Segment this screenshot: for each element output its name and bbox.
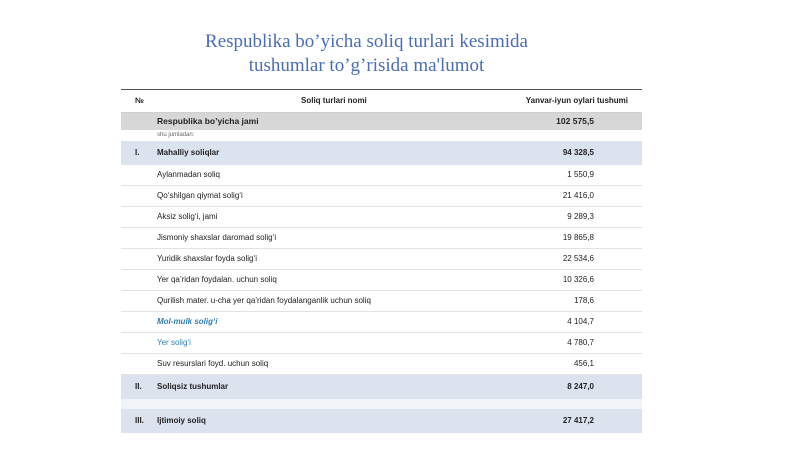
section-number: III. xyxy=(135,416,144,425)
row-value: 178,6 xyxy=(573,296,594,305)
slide-title xyxy=(0,30,733,78)
row-name: Aksiz solig‘i, jami xyxy=(157,212,218,221)
row-value: 1 550,9 xyxy=(567,170,594,179)
header-number: № xyxy=(135,96,144,105)
section-row-2 xyxy=(121,375,642,399)
row-name: Yer qa’ridan foydalan. uchun soliq xyxy=(157,275,277,284)
title-line-1: Respublika bo’yicha soliq turlari kesimida xyxy=(205,31,528,52)
table-row xyxy=(121,165,642,186)
row-value: 10 326,6 xyxy=(562,275,594,284)
table-row xyxy=(121,186,642,207)
section-value: 94 328,5 xyxy=(562,148,594,157)
table-row xyxy=(121,249,642,270)
row-name: Yer solig‘i xyxy=(157,338,191,347)
header-value: Yanvar-iyun oylari tushumi xyxy=(525,96,628,105)
table-row xyxy=(121,207,642,228)
table-row xyxy=(121,333,642,354)
total-value: 102 575,5 xyxy=(556,116,594,126)
row-name: Jismoniy shaxslar daromad solig‘i xyxy=(157,233,277,242)
section-number: I. xyxy=(135,148,140,157)
table-row xyxy=(121,270,642,291)
row-value: 19 865,8 xyxy=(562,233,594,242)
row-value: 21 416,0 xyxy=(562,191,594,200)
tax-table xyxy=(121,89,642,433)
subtitle-row xyxy=(121,130,642,141)
section-row-1 xyxy=(121,141,642,165)
row-name: Yuridik shaxslar foyda solig‘i xyxy=(157,254,258,263)
row-value: 456,1 xyxy=(573,359,594,368)
table-row xyxy=(121,291,642,312)
row-value: 4 780,7 xyxy=(567,338,594,347)
row-value: 9 289,3 xyxy=(567,212,594,221)
section-value: 27 417,2 xyxy=(562,416,594,425)
row-value: 4 104,7 xyxy=(567,317,594,326)
table-row xyxy=(121,228,642,249)
header-name: Soliq turlari nomi xyxy=(301,96,367,105)
section-number: II. xyxy=(135,382,142,391)
section-value: 8 247,0 xyxy=(567,382,594,391)
section-name: Ijtimoiy soliq xyxy=(157,416,206,425)
row-name: Aylanmadan soliq xyxy=(157,170,221,179)
table-header xyxy=(121,90,642,113)
row-value: 22 534,6 xyxy=(562,254,594,263)
title-line-2: tushumlar to’g’risida ma'lumot xyxy=(248,55,485,76)
spacer-row xyxy=(121,399,642,409)
total-row xyxy=(121,113,642,130)
row-name: Mol-mulk solig‘i xyxy=(157,317,218,326)
section-row-3 xyxy=(121,409,642,433)
table-row xyxy=(121,354,642,375)
section-name: Soliqsiz tushumlar xyxy=(157,382,229,391)
section-name: Mahalliy soliqlar xyxy=(157,148,220,157)
table-row xyxy=(121,312,642,333)
row-name: Qo‘shilgan qiymat solig‘i xyxy=(157,191,243,200)
row-name: Qurilish mater. u-cha yer qa’ridan foydalanganlik uchun soliq xyxy=(157,296,371,305)
row-name: Suv resurslari foyd. uchun soliq xyxy=(157,359,269,368)
sub-note: shu jumladan: xyxy=(157,132,195,138)
total-name: Respublika bo’yicha jami xyxy=(157,116,259,126)
